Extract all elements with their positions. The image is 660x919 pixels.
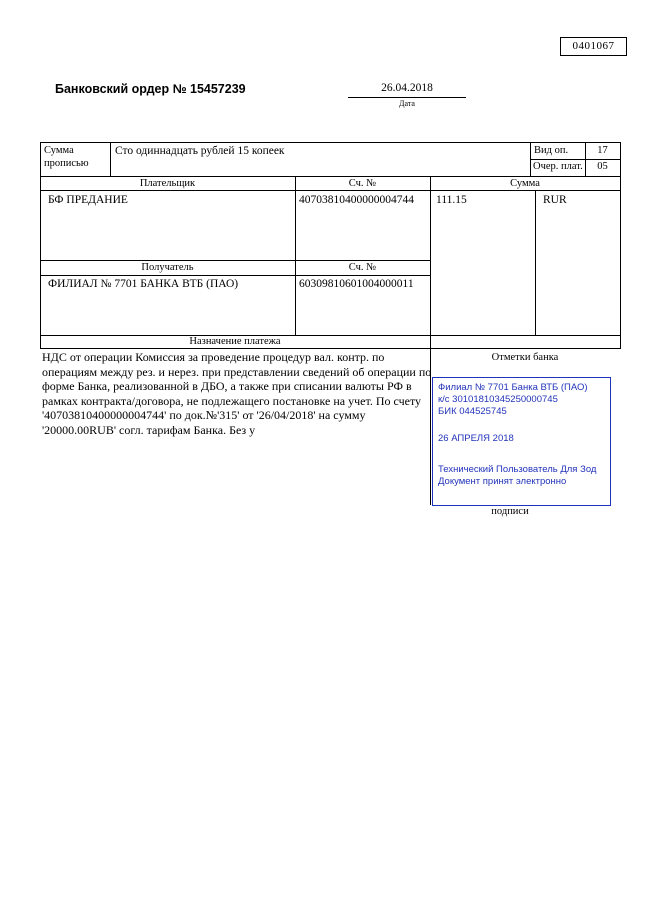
date-label: Дата xyxy=(399,99,415,108)
table-border xyxy=(40,260,431,261)
table-border xyxy=(110,142,111,176)
payment-priority-value: 05 xyxy=(597,161,608,172)
table-border-left xyxy=(40,142,41,348)
date-block xyxy=(348,80,466,109)
payer-name: БФ ПРЕДАНИЕ xyxy=(48,194,128,206)
form-code-box xyxy=(560,37,627,56)
amount-currency: RUR xyxy=(543,194,567,206)
table-border-top xyxy=(40,142,621,143)
payer-account-header: Сч. № xyxy=(348,178,377,189)
table-border xyxy=(295,176,296,335)
table-border xyxy=(430,176,431,505)
table-border-op-divider xyxy=(530,159,621,160)
table-border xyxy=(40,190,621,191)
document-title: Банковский ордер № 15457239 xyxy=(55,82,246,96)
table-border xyxy=(535,190,536,335)
bank-stamp xyxy=(432,377,611,506)
stamp-bank-name: Филиал № 7701 Банка ВТБ (ПАО) xyxy=(438,382,588,393)
purpose-header: Назначение платежа xyxy=(189,336,281,347)
stamp-corr-account: к/с 30101810345250000745 xyxy=(438,394,558,405)
stamp-note: Документ принят электронно xyxy=(438,476,567,487)
receiver-account-header: Сч. № xyxy=(348,262,377,273)
stamp-bik: БИК 044525745 xyxy=(438,406,507,417)
receiver-account: 60309810601004000011 xyxy=(299,278,414,290)
form-code: 0401067 xyxy=(572,40,615,52)
op-type-value: 17 xyxy=(597,145,608,156)
payment-priority-label: Очер. плат. xyxy=(533,161,583,172)
amount-header: Сумма xyxy=(510,178,540,189)
table-border xyxy=(40,275,431,276)
date-value: 26.04.2018 xyxy=(348,80,466,98)
stamp-date: 26 АПРЕЛЯ 2018 xyxy=(438,433,514,444)
signatures-label: подписи xyxy=(491,506,529,517)
stamp-operator: Технический Пользователь Для Зод xyxy=(438,464,597,475)
receiver-name: ФИЛИАЛ № 7701 БАНКА ВТБ (ПАО) xyxy=(48,278,239,290)
amount-words-value: Сто одиннадцать рублей 15 копеек xyxy=(115,145,285,157)
bank-marks-header: Отметки банка xyxy=(491,352,559,363)
amount-words-label: Сумма прописью xyxy=(44,145,89,169)
table-border xyxy=(530,142,531,176)
table-border-right xyxy=(620,142,621,348)
table-border xyxy=(40,176,621,177)
table-border xyxy=(40,348,621,349)
payer-account: 40703810400000004744 xyxy=(299,194,414,206)
receiver-header: Получатель xyxy=(141,262,194,273)
amount-value: 111.15 xyxy=(436,194,467,206)
op-type-label: Вид оп. xyxy=(534,145,569,156)
purpose-text: НДС от операции Комиссия за проведение процедур вал. контр. по операциям между рез. и нерез. при представлении сведений об операции по форме Банка, реализованной в ДБО, а также при списании валюты РФ в рамках контракта/договора, не подлежащего постановке на учет. По счету '40703810400000004744' по док.№'315' от '26/04/2018' на сумму '20000.00RUB' согл. тарифам Банка. Без у xyxy=(42,350,432,437)
payer-header: Плательщик xyxy=(139,178,196,189)
